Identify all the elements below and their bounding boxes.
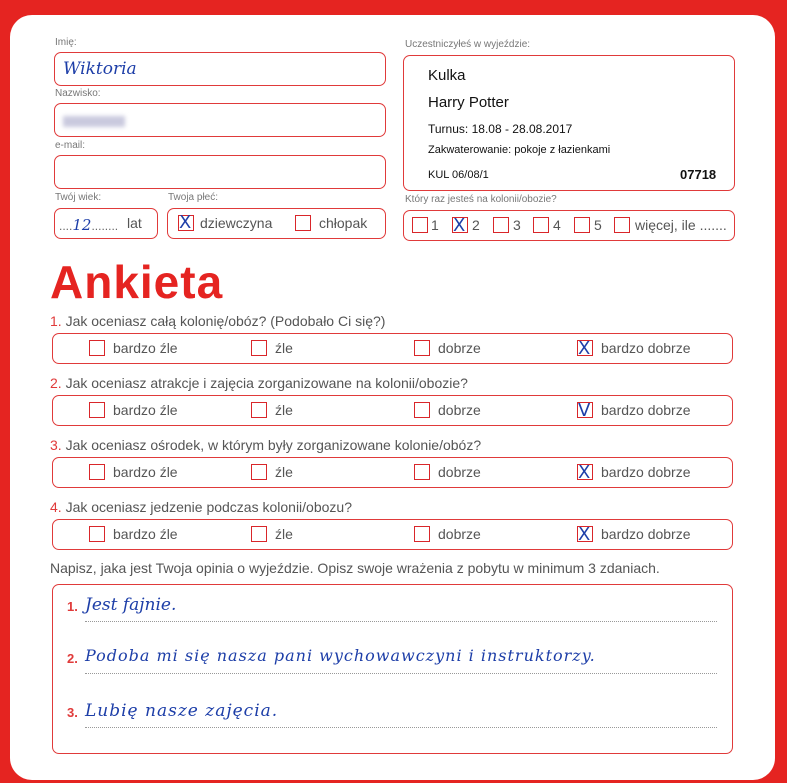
- question-4-options: [52, 519, 733, 550]
- opinion-line-2-rule: [85, 673, 717, 674]
- opinion-prompt: Napisz, jaka jest Twoja opinia o wyjeździe. Opisz swoje wrażenia z pobytu w minimum 3 zdaniach.: [50, 560, 660, 576]
- question-3-option-2-checkbox[interactable]: [251, 464, 267, 480]
- email-label: e-mail:: [55, 140, 86, 151]
- redacted-surname: [63, 116, 125, 127]
- trip-theme: Harry Potter: [428, 94, 509, 111]
- question-2-option-3-label: dobrze: [438, 402, 481, 418]
- gender-girl-label: dziewczyna: [200, 215, 273, 231]
- question-3-options: [52, 457, 733, 488]
- times-label: Który raz jesteś na kolonii/obozie?: [405, 194, 557, 205]
- question-2-option-1-label: bardzo źle: [113, 402, 178, 418]
- question-2-option-2-label: źle: [275, 402, 293, 418]
- question-4-option-2-checkbox[interactable]: [251, 526, 267, 542]
- question-1-option-2-label: źle: [275, 340, 293, 356]
- trip-info-box: [403, 55, 735, 191]
- age-dots-right: ........: [91, 219, 119, 233]
- times-2-mark: X: [453, 215, 466, 236]
- question-4-option-1-label: bardzo źle: [113, 526, 178, 542]
- email-field[interactable]: [54, 155, 386, 189]
- times-5-checkbox[interactable]: [574, 217, 590, 233]
- times-5-label: 5: [594, 217, 602, 233]
- question-3-option-1-label: bardzo źle: [113, 464, 178, 480]
- question-3-option-4-checkbox[interactable]: [577, 462, 593, 483]
- times-4-label: 4: [553, 217, 561, 233]
- question-3-option-4-label: bardzo dobrze: [601, 464, 691, 480]
- question-4-option-3-checkbox[interactable]: [414, 526, 430, 542]
- age-label: Twój wiek:: [55, 192, 102, 203]
- question-4-option-2-label: źle: [275, 526, 293, 542]
- first-name-field[interactable]: [54, 52, 386, 86]
- opinion-line-1-rule: [85, 621, 717, 622]
- trip-label: Uczestniczyłeś w wyjeździe:: [405, 39, 531, 50]
- question-1-text: [50, 313, 385, 329]
- question-1-options: [52, 333, 733, 364]
- times-field: [403, 210, 735, 241]
- question-4-option-1-checkbox[interactable]: [89, 526, 105, 542]
- question-4-option-4-label: bardzo dobrze: [601, 526, 691, 542]
- gender-girl-checkbox[interactable]: [178, 212, 194, 233]
- age-field[interactable]: [54, 208, 158, 239]
- question-1-option-3-checkbox[interactable]: [414, 340, 430, 356]
- question-1-label: Jak oceniasz całą kolonię/obóz? (Podobało Ci się?): [65, 313, 386, 329]
- question-2-options: [52, 395, 733, 426]
- survey-sheet: [10, 15, 775, 780]
- times-more-checkbox[interactable]: [614, 217, 630, 233]
- opinion-line-1: [67, 593, 717, 633]
- gender-girl-mark: X: [179, 212, 192, 233]
- question-2-option-2-checkbox[interactable]: [251, 402, 267, 418]
- opinion-line-2: [67, 645, 717, 685]
- question-4-label: Jak oceniasz jedzenie podczas kolonii/obozu?: [65, 499, 352, 515]
- turnus-row: [428, 122, 572, 136]
- times-1-label: 1: [431, 217, 439, 233]
- question-3-option-4-mark: X: [578, 462, 591, 483]
- question-3-num: 3.: [50, 437, 62, 453]
- opinion-line-3-num: 3.: [67, 705, 78, 720]
- question-1-option-4-checkbox[interactable]: [577, 338, 593, 359]
- question-2-text: [50, 375, 468, 391]
- times-2-checkbox[interactable]: [452, 215, 468, 236]
- times-3-checkbox[interactable]: [493, 217, 509, 233]
- question-3-label: Jak oceniasz ośrodek, w którym były zorganizowane kolonie/obóz?: [65, 437, 482, 453]
- question-2-num: 2.: [50, 375, 62, 391]
- times-4-checkbox[interactable]: [533, 217, 549, 233]
- question-3-option-3-label: dobrze: [438, 464, 481, 480]
- question-2-option-3-checkbox[interactable]: [414, 402, 430, 418]
- accommodation-label: Zakwaterowanie:: [428, 144, 512, 156]
- turnus-label: Turnus:: [428, 122, 469, 136]
- question-1-option-4-mark: X: [578, 338, 591, 359]
- age-value: 12: [72, 216, 92, 234]
- question-4-option-3-label: dobrze: [438, 526, 481, 542]
- question-1-option-4-label: bardzo dobrze: [601, 340, 691, 356]
- opinion-box[interactable]: [52, 584, 733, 754]
- question-1-option-1-label: bardzo źle: [113, 340, 178, 356]
- question-4-num: 4.: [50, 499, 62, 515]
- page-title: Ankieta: [50, 256, 224, 308]
- age-dots-left: ....: [59, 219, 73, 233]
- question-3-option-1-checkbox[interactable]: [89, 464, 105, 480]
- question-2-option-4-mark: V: [578, 400, 591, 421]
- age-unit: lat: [127, 215, 142, 231]
- question-2-option-1-checkbox[interactable]: [89, 402, 105, 418]
- form-number: 07718: [680, 167, 717, 182]
- question-3-option-2-label: źle: [275, 464, 293, 480]
- age-input: [59, 216, 118, 234]
- question-4-text: [50, 499, 352, 515]
- question-2-label: Jak oceniasz atrakcje i zajęcia zorganizowane na kolonii/obozie?: [65, 375, 468, 391]
- question-3-text: [50, 437, 481, 453]
- accommodation-value: pokoje z łazienkami: [514, 144, 611, 156]
- gender-label: Twoja płeć:: [168, 192, 219, 203]
- times-1-checkbox[interactable]: [412, 217, 428, 233]
- question-4-option-4-checkbox[interactable]: [577, 524, 593, 545]
- first-name-label: Imię:: [55, 37, 77, 48]
- times-2-label: 2: [472, 217, 480, 233]
- turnus-value: 18.08 - 28.08.2017: [471, 122, 573, 136]
- gender-boy-label: chłopak: [319, 215, 368, 231]
- opinion-line-2-text: Podoba mi się nasza pani wychowawczyni i instruktorzy.: [85, 646, 596, 665]
- opinion-line-3-text: Lubię nasze zajęcia.: [85, 701, 279, 721]
- last-name-label: Nazwisko:: [55, 88, 101, 99]
- question-3-option-3-checkbox[interactable]: [414, 464, 430, 480]
- trip-code: KUL 06/08/1: [428, 169, 489, 181]
- times-more-label: więcej, ile .......: [635, 217, 727, 233]
- trip-name: Kulka: [428, 67, 466, 84]
- last-name-field[interactable]: [54, 103, 386, 137]
- opinion-line-1-text: Jest fajnie.: [85, 595, 177, 615]
- opinion-line-3-rule: [85, 727, 717, 728]
- opinion-line-3: [67, 699, 717, 739]
- question-1-num: 1.: [50, 313, 62, 329]
- question-2-option-4-checkbox[interactable]: [577, 400, 593, 421]
- question-1-option-2-checkbox[interactable]: [251, 340, 267, 356]
- opinion-line-2-num: 2.: [67, 651, 78, 666]
- first-name-value: Wiktoria: [63, 59, 137, 79]
- gender-field: [167, 208, 386, 239]
- opinion-line-1-num: 1.: [67, 599, 78, 614]
- accommodation-row: [428, 144, 610, 156]
- question-1-option-3-label: dobrze: [438, 340, 481, 356]
- gender-boy-checkbox[interactable]: [295, 215, 311, 231]
- times-3-label: 3: [513, 217, 521, 233]
- question-2-option-4-label: bardzo dobrze: [601, 402, 691, 418]
- question-4-option-4-mark: X: [578, 524, 591, 545]
- question-1-option-1-checkbox[interactable]: [89, 340, 105, 356]
